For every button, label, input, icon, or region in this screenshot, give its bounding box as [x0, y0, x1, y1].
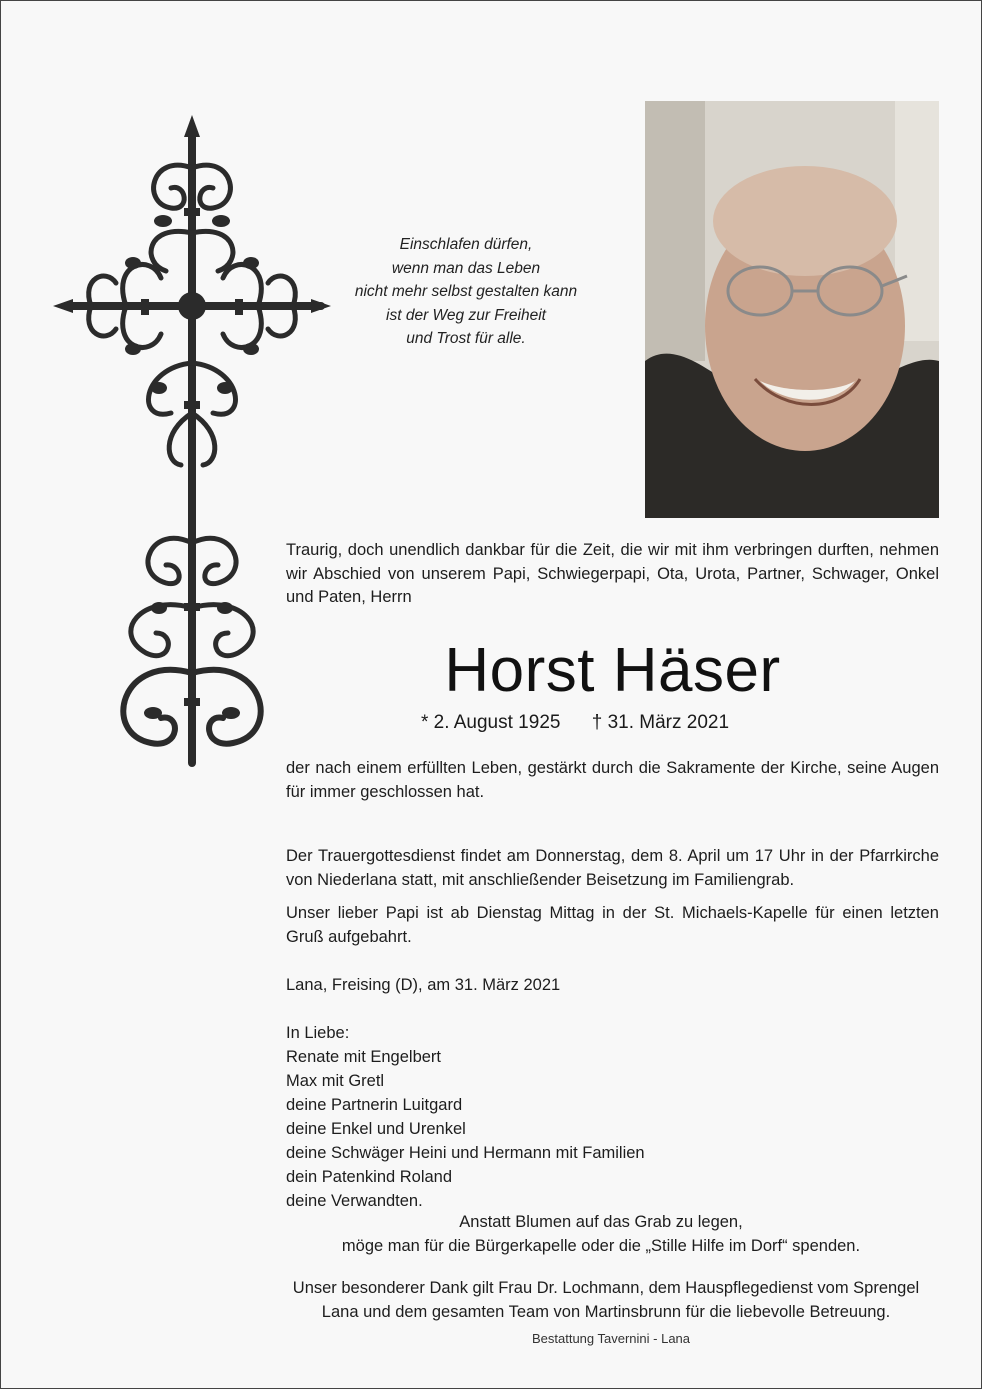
family-member: dein Patenkind Roland	[286, 1168, 453, 1186]
verse-line: und Trost für alle.	[406, 330, 526, 347]
thanks-line: Lana und dem gesamten Team von Martinsbrunn für die liebevolle Betreuung.	[321, 1302, 891, 1321]
service-info: Der Trauergottesdienst findet am Donnerstag, dem 8. April um 17 Uhr in der Pfarrkirche von Niederlana statt, mit anschließender Beisetzung im Familiengrab.	[286, 847, 939, 889]
family-list	[286, 1021, 939, 1213]
viewing-info: Unser lieber Papi ist ab Dienstag Mittag in der St. Michaels-Kapelle für einen letzten Gruß aufgebahrt.	[286, 904, 939, 946]
family-member: Renate mit Engelbert	[286, 1048, 442, 1066]
flowers-line: möge man für die Bürgerkapelle oder die „Stille Hilfe im Dorf“ spenden.	[341, 1236, 861, 1255]
intro-text: Traurig, doch unendlich dankbar für die Zeit, die wir mit ihm verbringen durften, nehmen wir Abschied von unserem Papi, Schwiegerpapi, Ota, Urota, Partner, Schwager, Onkel und Paten, Herrn	[286, 541, 939, 606]
flowers-note	[301, 1211, 901, 1258]
portrait-photo	[645, 101, 939, 518]
family-member: deine Partnerin Luitgard	[286, 1096, 463, 1114]
family-member: deine Schwäger Heini und Hermann mit Familien	[286, 1144, 645, 1162]
life-dates	[421, 709, 821, 737]
family-heading: In Liebe:	[286, 1024, 350, 1042]
birth-date: * 2. August 1925	[421, 712, 561, 733]
verse-line: Einschlafen dürfen,	[399, 236, 533, 253]
after-text: der nach einem erfüllten Leben, gestärkt durch die Sakramente der Kirche, seine Augen für immer geschlossen hat.	[286, 759, 939, 801]
verse-line: wenn man das Leben	[391, 259, 541, 277]
memorial-verse	[331, 233, 601, 351]
deceased-name: Horst Häser	[444, 636, 781, 705]
family-member: deine Verwandten.	[286, 1192, 423, 1210]
place-date: Lana, Freising (D), am 31. März 2021	[286, 976, 561, 994]
verse-line: nicht mehr selbst gestalten kann	[354, 283, 578, 300]
undertaker-credit: Bestattung Tavernini - Lana	[531, 1331, 691, 1346]
verse-line: ist der Weg zur Freiheit	[386, 306, 546, 324]
family-member: Max mit Gretl	[286, 1072, 385, 1090]
thanks-note	[256, 1277, 956, 1324]
flowers-line: Anstatt Blumen auf das Grab zu legen,	[459, 1213, 743, 1231]
death-date: † 31. März 2021	[591, 712, 730, 733]
family-member: deine Enkel und Urenkel	[286, 1120, 466, 1138]
thanks-line: Unser besonderer Dank gilt Frau Dr. Lochmann, dem Hauspflegedienst vom Sprengel	[292, 1279, 920, 1297]
